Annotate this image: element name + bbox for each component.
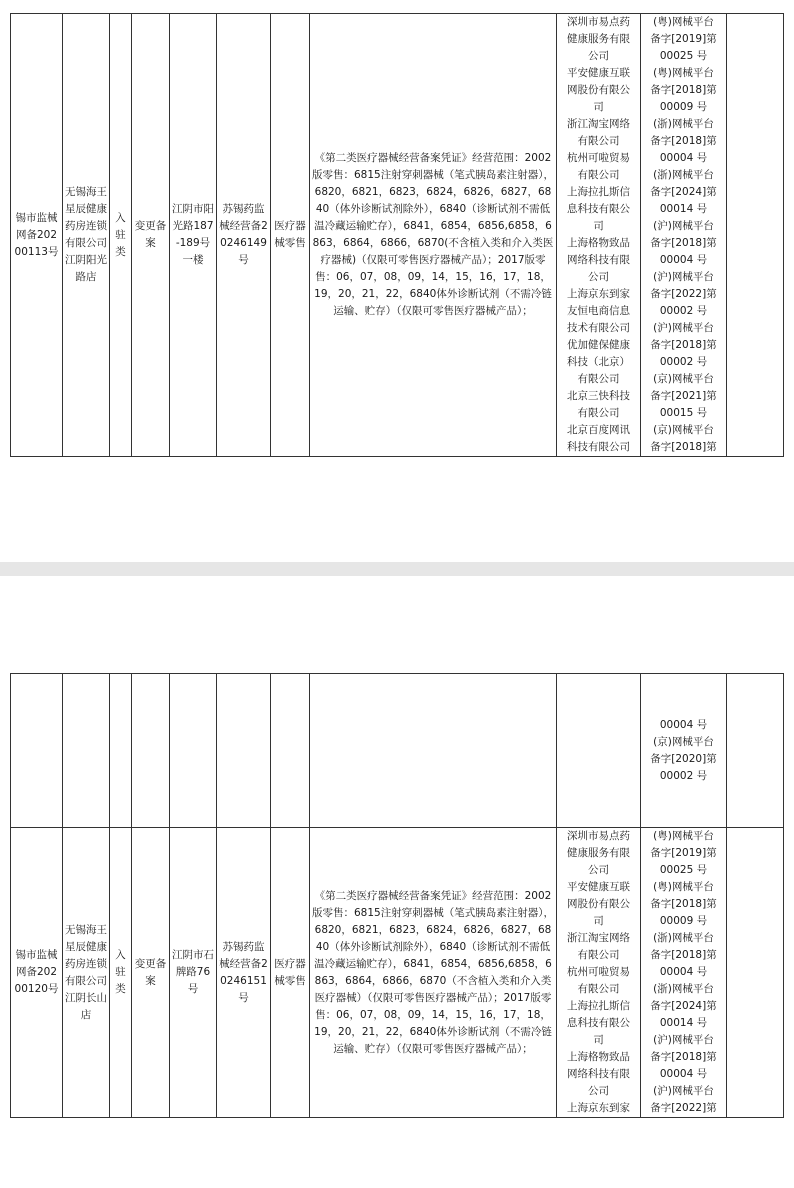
cell-line: (沪)网械平台 bbox=[653, 220, 714, 232]
cell-line: 优加健保健康 bbox=[567, 339, 630, 351]
cell-line: 上海京东到家 bbox=[567, 1102, 630, 1114]
cell-line: 司 bbox=[593, 220, 604, 232]
platform-filing-cell bbox=[641, 674, 727, 828]
platform-list-cell bbox=[557, 14, 641, 457]
cell-line: 平安健康互联 bbox=[567, 881, 630, 893]
cell-line: 备字[2018]第 bbox=[650, 949, 717, 961]
remarks-cell bbox=[727, 828, 784, 1118]
cell-line: (浙)网械平台 bbox=[653, 118, 714, 130]
cell-line: 北京三快科技 bbox=[567, 390, 630, 402]
cell-line: 网股份有限公 bbox=[567, 898, 630, 910]
cell-line: 备字[2018]第 bbox=[650, 237, 717, 249]
filing-table-page-2 bbox=[10, 673, 784, 1118]
cell-line: 备字[2019]第 bbox=[650, 847, 717, 859]
cell-line: 00004 号 bbox=[659, 966, 708, 978]
cell-line: 北京百度网讯 bbox=[567, 424, 630, 436]
cell-line: 备字[2018]第 bbox=[650, 135, 717, 147]
cell-line: (京)网械平台 bbox=[653, 735, 714, 748]
cell-line: 上海拉扎斯信 bbox=[567, 1000, 630, 1012]
cell-line: (浙)网械平台 bbox=[653, 932, 714, 944]
cell-line: 息科技有限公 bbox=[567, 1017, 630, 1029]
cell-line: 有限公司 bbox=[577, 135, 620, 147]
cell-line: 有限公司 bbox=[577, 983, 620, 995]
page-1 bbox=[0, 0, 794, 562]
cell-line: 有限公司 bbox=[577, 373, 620, 385]
cell-line: 公司 bbox=[588, 50, 609, 62]
cell-line: 上海格物致品 bbox=[567, 1051, 630, 1063]
cell-line: 健康服务有限 bbox=[567, 33, 630, 45]
cell-line: (沪)网械平台 bbox=[653, 1034, 714, 1046]
cell-line: 00002 号 bbox=[659, 769, 708, 782]
cell-line: 网络科技有限 bbox=[567, 254, 630, 266]
biz-type-cell: 医疗器械零售 bbox=[271, 14, 310, 457]
cell-line: 友恒电商信息 bbox=[567, 305, 630, 317]
category-cell: 入驻类 bbox=[110, 14, 132, 457]
cell-line: 公司 bbox=[588, 1085, 609, 1097]
cell-line: 00014 号 bbox=[659, 203, 708, 215]
platform-filing-cell bbox=[641, 14, 727, 457]
cell-line: 网络科技有限 bbox=[567, 1068, 630, 1080]
cell-line: 司 bbox=[593, 915, 604, 927]
cell-line: (粤)网械平台 bbox=[653, 16, 714, 28]
cell-line: 公司 bbox=[588, 271, 609, 283]
cell-line: 杭州可啦贸易 bbox=[567, 152, 630, 164]
page-2 bbox=[0, 576, 794, 1188]
address-cell: 江阴市石牌路76号 bbox=[170, 828, 217, 1118]
cell-line: 备字[2020]第 bbox=[650, 752, 717, 765]
cell-line: 平安健康互联 bbox=[567, 67, 630, 79]
category-cell: 入驻类 bbox=[110, 828, 132, 1118]
reg-no-cell: 锡市监械网备20200113号 bbox=[11, 14, 63, 457]
cell-line: (沪)网械平台 bbox=[653, 1085, 714, 1097]
cell-line: 深圳市易点药 bbox=[567, 16, 630, 28]
cell-line: 杭州可啦贸易 bbox=[567, 966, 630, 978]
address-cell: 江阴市阳光路187-189号一楼 bbox=[170, 14, 217, 457]
company-cell: 无锡海王星辰健康药房连锁有限公司江阴阳光路店 bbox=[63, 14, 110, 457]
cell-line: 上海格物致品 bbox=[567, 237, 630, 249]
cell-line: 备字[2018]第 bbox=[650, 441, 717, 453]
cell-line: (沪)网械平台 bbox=[653, 271, 714, 283]
cell-line: 上海京东到家 bbox=[567, 288, 630, 300]
cell-line: 00002 号 bbox=[659, 305, 708, 317]
cell-line: 00004 号 bbox=[659, 254, 708, 266]
table-row-continuation bbox=[11, 674, 784, 828]
cell-line: 备字[2018]第 bbox=[650, 1051, 717, 1063]
cell-line: (沪)网械平台 bbox=[653, 322, 714, 334]
cell-line: 备字[2022]第 bbox=[650, 1102, 717, 1114]
cell-line: 00014 号 bbox=[659, 1017, 708, 1029]
platform-list-cell bbox=[557, 828, 641, 1118]
cell-line: 00002 号 bbox=[659, 356, 708, 368]
cell-line: 浙江淘宝网络 bbox=[567, 118, 630, 130]
cell-line: 司 bbox=[593, 1034, 604, 1046]
scope-cell: 《第二类医疗器械经营备案凭证》经营范围：2002版零售：6815注射穿刺器械（笔式胰岛素注射器），6820，6821，6823，6824，6826，6827，6840（体外诊断试剂除外），6840（诊断试剂不需低温冷藏运输贮存），6841，6854，6856,6858，6863，6864，6866，6870(不含植入类和介入类医疗器械)（仅限可零售医疗器械产品）；2017版零售：06，07，08，09，14，15，16，17，18，19，20，21，22，6840体外诊断试剂（不需冷链运输、贮存）（仅限可零售医疗器械产品）； bbox=[310, 14, 557, 457]
cell-line: 00025 号 bbox=[659, 864, 708, 876]
cell-line: 备字[2021]第 bbox=[650, 390, 717, 402]
cell-line: (京)网械平台 bbox=[653, 424, 714, 436]
cell-line: (京)网械平台 bbox=[653, 373, 714, 385]
cell-line: 00025 号 bbox=[659, 50, 708, 62]
cell-line: 科技有限公司 bbox=[567, 441, 630, 453]
cell-line: (粤)网械平台 bbox=[653, 830, 714, 842]
cell-line: 备字[2022]第 bbox=[650, 288, 717, 300]
cell-line: 00009 号 bbox=[659, 101, 708, 113]
cell-line: 备字[2024]第 bbox=[650, 1000, 717, 1012]
cell-line: 上海拉扎斯信 bbox=[567, 186, 630, 198]
cell-line: 浙江淘宝网络 bbox=[567, 932, 630, 944]
company-cell: 无锡海王星辰健康药房连锁有限公司江阴长山店 bbox=[63, 828, 110, 1118]
cell-line: 有限公司 bbox=[577, 407, 620, 419]
cell-line: 有限公司 bbox=[577, 169, 620, 181]
cell-line: 健康服务有限 bbox=[567, 847, 630, 859]
cell-line: 备字[2019]第 bbox=[650, 33, 717, 45]
table-row bbox=[11, 14, 784, 457]
cell-line: 深圳市易点药 bbox=[567, 830, 630, 842]
cell-line: 备字[2018]第 bbox=[650, 339, 717, 351]
license-cell: 苏锡药监械经营备20246149号 bbox=[217, 14, 271, 457]
cell-line: 息科技有限公 bbox=[567, 203, 630, 215]
cell-line: 备字[2018]第 bbox=[650, 84, 717, 96]
reg-no-cell: 锡市监械网备20200120号 bbox=[11, 828, 63, 1118]
cell-line: 00004 号 bbox=[659, 1068, 708, 1080]
scope-cell: 《第二类医疗器械经营备案凭证》经营范围：2002版零售：6815注射穿刺器械（笔式胰岛素注射器），6820，6821，6823，6824，6826，6827，6840（体外诊断试剂除外），6840（诊断试剂不需低温冷藏运输贮存），6841，6854，6856,6858，6863，6864，6866，6870（不含植入类和介入类医疗器械）（仅限可零售医疗器械产品）；2017版零售：06，07，08，09，14，15，16，17，18，19，20，21，22，6840体外诊断试剂（不需冷链运输、贮存）（仅限可零售医疗器械产品）； bbox=[310, 828, 557, 1118]
cell-line: (粤)网械平台 bbox=[653, 67, 714, 79]
cell-line: 00004 号 bbox=[659, 718, 708, 731]
biz-type-cell: 医疗器械零售 bbox=[271, 828, 310, 1118]
cell-line: 00009 号 bbox=[659, 915, 708, 927]
action-cell: 变更备案 bbox=[132, 828, 170, 1118]
table-row bbox=[11, 828, 784, 1118]
cell-line: 司 bbox=[593, 101, 604, 113]
cell-line: 科技（北京） bbox=[567, 356, 630, 368]
action-cell: 变更备案 bbox=[132, 14, 170, 457]
platform-filing-cell bbox=[641, 828, 727, 1118]
cell-line: 00015 号 bbox=[659, 407, 708, 419]
cell-line: 公司 bbox=[588, 864, 609, 876]
remarks-cell bbox=[727, 14, 784, 457]
license-cell: 苏锡药监械经营备20246151号 bbox=[217, 828, 271, 1118]
cell-line: 00004 号 bbox=[659, 152, 708, 164]
cell-line: 有限公司 bbox=[577, 949, 620, 961]
cell-line: 备字[2018]第 bbox=[650, 898, 717, 910]
filing-table-page-1 bbox=[10, 13, 784, 457]
cell-line: 备字[2024]第 bbox=[650, 186, 717, 198]
cell-line: 网股份有限公 bbox=[567, 84, 630, 96]
cell-line: (粤)网械平台 bbox=[653, 881, 714, 893]
cell-line: (浙)网械平台 bbox=[653, 169, 714, 181]
page-separator bbox=[0, 562, 794, 576]
cell-line: (浙)网械平台 bbox=[653, 983, 714, 995]
cell-line: 技术有限公司 bbox=[567, 322, 630, 334]
